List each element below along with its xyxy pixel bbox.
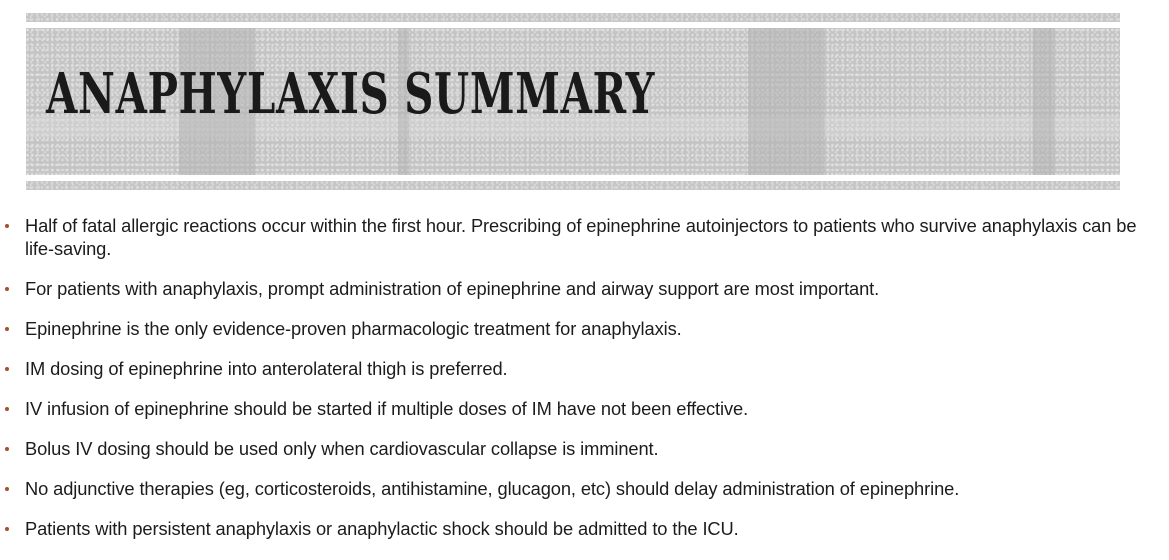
bullet-item (0, 437, 1169, 460)
bullet-dot-icon (5, 224, 9, 228)
bullet-dot-icon (5, 407, 9, 411)
bullet-list (0, 214, 1169, 557)
bullet-text: Epinephrine is the only evidence-proven pharmacologic treatment for anaphylaxis. (25, 318, 682, 339)
bullet-dot-icon (5, 367, 9, 371)
bullet-text: IM dosing of epinephrine into anterolateral thigh is preferred. (25, 358, 508, 379)
bullet-text: Bolus IV dosing should be used only when cardiovascular collapse is imminent. (25, 438, 659, 459)
bullet-dot-icon (5, 447, 9, 451)
bullet-item (0, 277, 1169, 300)
bullet-text: Half of fatal allergic reactions occur within the first hour. Prescribing of epinephrine autoinjectors to patients who survive anaphylaxis can be life-saving. (25, 215, 1137, 259)
bullet-text: For patients with anaphylaxis, prompt administration of epinephrine and airway support are most important. (25, 278, 880, 299)
bullet-text: No adjunctive therapies (eg, corticosteroids, antihistamine, glucagon, etc) should delay administration of epinephrine. (25, 478, 960, 499)
bullet-item (0, 214, 1169, 260)
bullet-text: Patients with persistent anaphylaxis or anaphylactic shock should be admitted to the ICU. (25, 518, 739, 539)
bullet-text: IV infusion of epinephrine should be started if multiple doses of IM have not been effective. (25, 398, 749, 419)
bullet-dot-icon (5, 287, 9, 291)
decorative-band-bottom (26, 181, 1120, 190)
bullet-item (0, 477, 1169, 500)
bullet-item (0, 317, 1169, 340)
bullet-dot-icon (5, 527, 9, 531)
slide-title: ANAPHYLAXIS SUMMARY (46, 61, 656, 127)
bullet-item (0, 357, 1169, 380)
title-panel (26, 28, 1120, 175)
bullet-item (0, 397, 1169, 420)
bullet-item (0, 517, 1169, 540)
decorative-band-top (26, 13, 1120, 22)
bullet-dot-icon (5, 327, 9, 331)
bullet-dot-icon (5, 487, 9, 491)
